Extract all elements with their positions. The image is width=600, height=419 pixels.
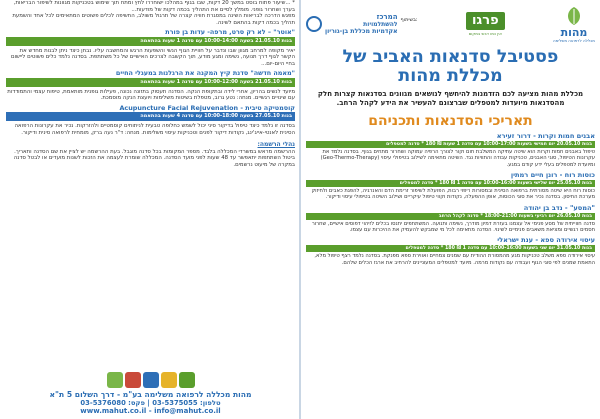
leaf-icon	[107, 372, 123, 388]
workshop-1	[306, 132, 595, 168]
footer-website[interactable]: www.mahut.co.il - info@mahut.co.il	[80, 407, 221, 416]
mahut-logo	[553, 5, 595, 43]
dates-heading: תאריכי הסדנאות ותכניהם	[368, 113, 533, 130]
section-3	[6, 105, 295, 136]
workshop-title: עיסוי אירודה ספא - ענת ישראלי	[497, 236, 595, 245]
section-body: בסדנה זו נלמד כיצד טיפול בדיקור סיני יכול לשמש כחלופה טבעית לניתוחים קוסמטיים ולהזרקות. נכיר את עקרונות הרפואה הסינית לאנטי-אייג'ינג, נקודות דיקור לפנים וטכניקות עיסוי משלימות. מנחה: ד"ר נעה ברק, מומחית לרפואה סינית ודיקור.	[14, 122, 295, 136]
section-date-bar: בנות 27.05.10 בשעה 10:00-18:00 עם סדנה 4 שעות בהתאמה	[6, 112, 295, 121]
section-body: מיועד לנשים בהריון, אחרי לידה ובתקופת הנקה. הסדנה תעסוק בתזונה נכונה, פעילות גופנית מותאמת, טיפוח עצמי והתמודדות עם שינויים רגשיים. מנחה: נטע גרוב, מטפלת בשיטות משלימות ויועצת הנקה מוסמכת.	[7, 88, 295, 102]
top-text: * ...שיעור פתוח בוסט במשך 20 דקות, שבו בגוף במהלכו ישוחררו לחץ ומתח תוך שימוש בטכניקות מגוונות לשיפור הבריאות, בערך ושחרור גופני. מומלץ לסיים את התהליך בכמה דקות של מודעות...	[13, 0, 295, 13]
parag-slogan: אין כמו דבש במקום	[468, 31, 502, 36]
right-page	[0, 0, 299, 419]
section-date-bar: בנות 21.05.10 בשעה 10:00-14:00 עם סדנה 1 שעות בהתאמה	[6, 37, 295, 46]
leaf-icon	[161, 372, 177, 388]
mahut-subtitle: מכללה לרפואה משלימה	[552, 38, 595, 43]
section-heading: קוסמטיקה טיבית - Acupuncture Facial Rejuvenation	[119, 103, 295, 112]
leaf-icon	[125, 372, 141, 388]
workshop-body: טיפול באבנים חמות וקרות הוא שיטה עתיקה המשלבת חום וקור לצורך הרפיה עמוקה ושחרור מתחים בגוף. בסדנה נלמד את עקרונות הטיפול, סוגי האבנים, טכניקות עבודה והתוויות נגד. השיטה מתאימה לשילוב בטיפולי עיסוי (Geo-Thermo-Therapy) ומיועדת למטפלים בעלי ידע קודם במגע.	[320, 149, 595, 168]
leaf-icon	[143, 372, 159, 388]
merkaz-ring-icon	[306, 16, 322, 32]
title-line-1: פסטיבל סדנאות האביב של	[342, 47, 559, 67]
workshop-date-bar: בנות 26.05.10 יום רביעי בשעות 18:00-21:00 * סדנה לקהל הרחב	[306, 213, 595, 220]
left-page	[301, 0, 600, 419]
workshop-date-bar: בנות 31.05.10 יום שני בשעות 10:00-16:00 עם סדנה 1 ₪ 180 * סדנה למטפלים	[306, 245, 595, 252]
parag-name: פרגו	[466, 12, 505, 30]
merkaz-logo	[306, 13, 418, 35]
workshop-title: אבנים חמות וקרות - דרור זעירא	[496, 132, 595, 141]
workshop-date-bar: בנות 25.05.10 יום שלישי בשעות 10:00-16:00 עם סדנה 1 ₪ 180 * סדנה למטפלים	[306, 180, 595, 187]
registration-title: נהלי הרשמה:	[257, 141, 295, 149]
section-body: יאיר מקופה למרחב מגוון שבו ונדבר על חוויית הגוף הנשי והשפעות הרגש והמחשבה עליו. נבחן כיצד ניתן לבנות מחדש את הקשר לגוף דרך תנועה, נשימה ומגע מודע, תוך הקשבה לצרכים האישיים של כל משתתפת. בסדנה נלמד כלים פשוטים ליישום בחיי היום-יום...	[11, 47, 295, 67]
workshop-2	[306, 171, 595, 201]
logos-row	[306, 0, 595, 44]
workshop-body: סדנה חווייתית של מסע פנימי אל עצמנו בעזרת דמיון מודרך, נשימה ותנועה. המשתתפים יתנסו בכלים לזיהוי דפוסים אישיים, שחרור חסמים רגשיים ומציאת משאבים פנימיים לשינוי. הסדנה מתאימה לכל מי שמבקש להעמיק את ההיכרות עם עצמו.	[311, 220, 595, 233]
workshop-title: כוסות רוח - רונן חיים רמתין	[510, 171, 595, 180]
top-text-2: מפגש הדרכה לבריאות השינה במסגרת חוויה קצרה של תרגול משולב, החשיפה לכלים פשוטים המתאימים לכל אחד והשמעת תהליך בכמה דקות בהתאם לשינה.	[12, 13, 295, 26]
mahut-leaf-icon	[560, 5, 588, 27]
workshop-title: "המסע" - נדב בן יהודה	[523, 203, 595, 212]
registration-body: ההרשמה מראש במשרדי המכללה בלבד. מספר המקומות בכל סדנה מוגבל. בעת ההרשמה יש לציין את שם הסדנה ותאריך. ביטול השתתפות יתאפשר עד 48 שעות לפני מועד הסדנה. המכללה שומרת לעצמה את הזכות לשנות מועדים או לבטל סדנה במקרה של מיעוט נרשמים.	[13, 148, 295, 168]
merkaz-line2: להשתלמויות	[363, 21, 398, 28]
title-line-2: מכללת מהות	[398, 66, 503, 86]
cooperation-label: בשיתוף:	[400, 17, 418, 23]
footer-title: מהות מכללה לרפואה משלימה בע"מ - דרך השלום 5 ת"א	[49, 390, 252, 400]
parag-logo	[466, 12, 505, 36]
workshop-body: כוסות רוח היא שיטה מסורתית ברפואה הסינית ובמסורות ריפוי רבות, הפועלת לשיפור זרימת הדם והאנרגיה, להפגת כאבים ולחיזוק מערכת החיסון. בסדנה נכיר את סוגי הכוסות, אופן ההפעלה, נקודות וקווי טיפול עיקריים ושילוב השיטה בטיפולי עיסוי ודיקור.	[311, 188, 595, 201]
mahut-name: מהות	[560, 26, 588, 39]
festival-title	[306, 48, 595, 86]
leaf-icon	[179, 372, 195, 388]
section-date-bar: בנות 21.05.10 בשעה 10:00-12:00 עם סדנה 1 שעות בהתאמה	[6, 78, 295, 87]
footer	[6, 372, 295, 415]
section-heading: "אוטר" – לא רק סרט, מרפה- עדות בן פורת	[165, 28, 295, 37]
merkaz-line1: המרכז	[376, 13, 398, 21]
section-heading: "מאמה חדשה" סדנת קיץ המקנה את הרגלנות במעגלי החיים	[115, 69, 295, 78]
section-1	[6, 29, 295, 67]
leaves-logo	[6, 372, 295, 388]
footer-phones: טלפון: 03-5375055 | פקס: 03-5376080	[80, 398, 221, 407]
workshop-3	[306, 204, 595, 234]
merkaz-line3: אקדמיות מכללת בן-גוריון	[325, 28, 398, 35]
intro-text: מכללת מהות מציעה לכם הזדמנות להיחשף לנושאים מגוונים בסדנאות קצרות חלק מהסדנאות מיועדות למטפלים שברצונם להעשיר את הידע לקהל הרחב.	[317, 90, 584, 107]
workshop-date-bar: בנות 20.05.10 יום חמישי בשעות 10:00-17:00 עם סדנה 1 שעות ₪ 180 * סדנה למטפלים	[306, 141, 595, 148]
section-2	[6, 70, 295, 101]
workshop-4	[306, 236, 595, 266]
workshop-body: עיסוי אירודה ספא משלב טכניקות מגע מהמסורת ההודית עם שמנים צמחיים ואווירת ספא מפנקת. בסדנה נלמד רצף טיפול מלא, התאמת שמנים לפי סוגי הגוף ועבודה עם נקודות מרמה. מיועד למטפלים המעוניינים להרחיב את ארגז הכלים שלהם.	[314, 253, 595, 266]
